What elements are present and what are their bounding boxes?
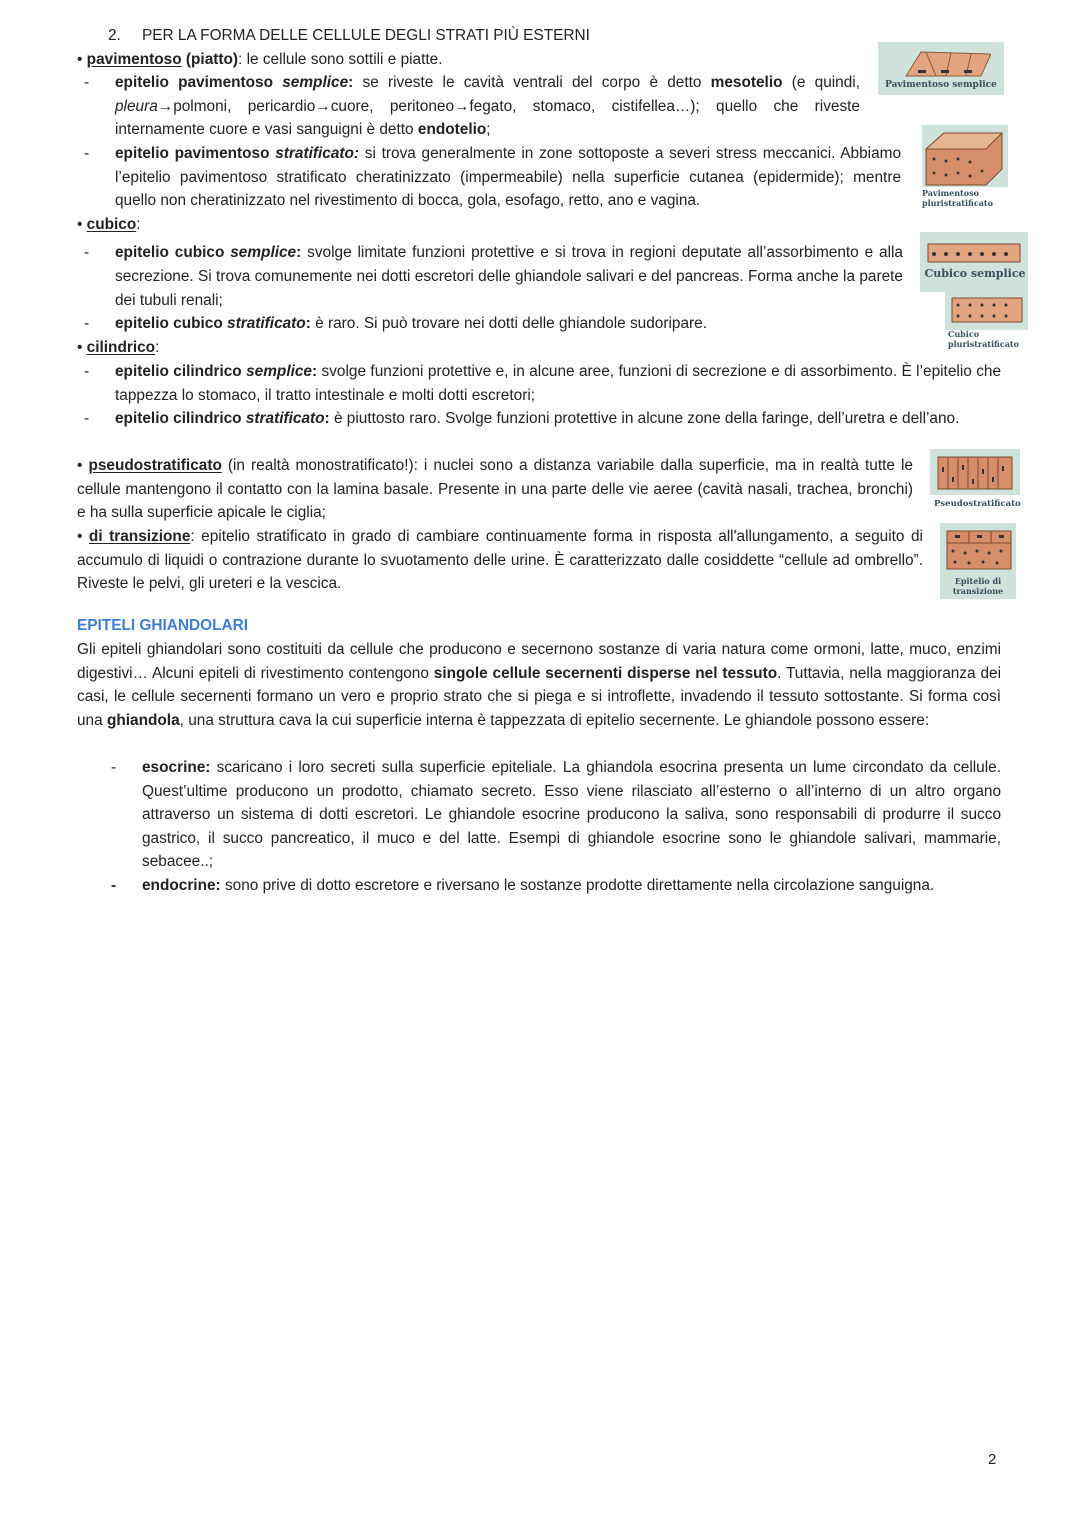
cuboidal-simple-illustration bbox=[926, 238, 1022, 264]
text-segment: se riveste le cavità ventrali del corpo è detto bbox=[353, 74, 711, 91]
text-segment: mesotelio bbox=[710, 74, 783, 91]
text-segment: epitelio cilindrico bbox=[115, 410, 246, 427]
text-segment: ; bbox=[486, 121, 491, 139]
bullet-pseudostratificato bbox=[77, 454, 913, 525]
dash: - bbox=[111, 877, 117, 894]
heading-number: 2. bbox=[108, 27, 121, 44]
text-segment: endotelio bbox=[417, 121, 487, 139]
text-segment: (in realtà monostratificato!): i nuclei sono a distanza variabile dalla superficie, ma in realtà tutte le cellule mantengono il contatto con la lamina basale. Presente in una parte delle vie aeree (cavità nasali, trachea, bronchi) e ha sulla superficie apicale le ciglia; bbox=[77, 457, 913, 522]
ghiandolari-intro bbox=[77, 638, 1001, 732]
figure-label: Cubico semplice bbox=[924, 267, 1026, 280]
dash: - bbox=[111, 759, 117, 776]
text-segment: →polmoni, pericardio→cuore, peritoneo→fegato, stomaco, cistifellea…); quello che riveste internamente cuore e vasi sanguigni è detto bbox=[115, 97, 860, 139]
item-cubico-semplice bbox=[115, 241, 903, 313]
text-segment: di transizione bbox=[88, 528, 191, 545]
text-segment: pavimentoso bbox=[86, 51, 182, 68]
pseudostratified-illustration bbox=[936, 453, 1014, 491]
text-segment: : bbox=[155, 339, 160, 356]
dash: - bbox=[84, 145, 90, 162]
figure-label-line: Pavimentoso bbox=[922, 188, 979, 198]
text-segment: Gli epiteli ghiandolari sono costituiti da cellule che producono e secernono sostanze di varia natura come ormoni, latte, muco, enzimi digestivi… Alcuni epiteli di rivestimento contengono bbox=[77, 641, 1001, 682]
text-segment: singole cellule secernenti disperse nel tessuto bbox=[433, 664, 778, 682]
text-segment: epitelio pavimentoso bbox=[115, 145, 276, 162]
text-segment: stratificato bbox=[227, 315, 306, 332]
dash: - bbox=[84, 410, 90, 427]
text-segment: svolge funzioni protettive e, in alcune aree, funzioni di secrezione e di assorbimento. È l’epitelio che tappezza lo stomaco, il tratto intestinale e molti dotti escretori; bbox=[115, 363, 1002, 404]
text-segment: • bbox=[77, 457, 89, 474]
item-pavimentoso-semplice bbox=[115, 71, 860, 142]
bullet-pavimentoso bbox=[77, 48, 867, 72]
text-segment: esocrine: bbox=[142, 759, 211, 776]
text-segment: scaricano i loro secreti sulla superficie epiteliale. La ghiandola esocrina presenta un lume circondato da cellule. Quest’ultime producono un prodotto, chiamato secreto. Esso viene rilasciato all’esterno o all’interno di un altro organo attraverso un sistema di dotti escretori. Le ghiandole esocrine producono la saliva, sono responsabili di produrre il succo gastrico, il succo pancreatico, il muco e del latte. Esempi di ghiandole esocrine sono le ghiandole salivari, mammarie, sebacee..; bbox=[142, 759, 1001, 871]
text-segment: sono prive di dotto escretore e riversano le sostanze prodotte direttamente nella circolazione sanguigna. bbox=[220, 877, 935, 894]
text-segment: : bbox=[136, 216, 141, 233]
text-segment: cilindrico bbox=[86, 339, 156, 356]
text-segment: endocrine: bbox=[142, 877, 221, 894]
item-cilindrico-stratificato bbox=[115, 407, 1001, 431]
figure-label: Pavimentoso semplice bbox=[885, 80, 997, 90]
item-endocrine bbox=[142, 874, 1001, 898]
text-segment: (e quindi, bbox=[782, 74, 860, 91]
dash: - bbox=[84, 74, 90, 91]
figure-label-line: transizione bbox=[952, 586, 1004, 596]
text-segment: semplice bbox=[246, 363, 312, 380]
figure-label-line: Cubico bbox=[948, 329, 980, 339]
figure-pseudostratificato bbox=[930, 449, 1020, 513]
text-segment: • bbox=[77, 51, 87, 68]
text-segment: • bbox=[77, 528, 89, 545]
text-segment: epitelio cubico bbox=[115, 244, 231, 261]
figure-cubico bbox=[920, 232, 1030, 354]
text-segment: si trova generalmente in zone sottoposte a severi stress meccanici. Abbiamo l’epitelio pavimentoso stratificato cheratinizzato (impermeabile) nella superficie cutanea (epidermide); mentre quello non cheratinizzato nel rivestimento di bocca, gola, esofago, retto, ano e vagina. bbox=[115, 145, 902, 210]
cuboidal-stratified-illustration bbox=[950, 294, 1024, 324]
text-segment: (piatto) bbox=[181, 51, 239, 68]
text-segment: cubico bbox=[86, 216, 137, 233]
text-segment: epitelio cilindrico bbox=[115, 363, 247, 380]
text-segment: • bbox=[77, 339, 87, 356]
text-segment: : bbox=[324, 410, 330, 427]
text-segment: : bbox=[305, 315, 311, 332]
text-segment: : le cellule sono sottili e piatte. bbox=[238, 51, 443, 68]
text-segment: • bbox=[77, 216, 87, 233]
figure-label-line: pluristratificato bbox=[922, 198, 993, 208]
ghiandolari-heading: EPITELI GHIANDOLARI bbox=[77, 617, 249, 634]
text-segment: svolge limitate funzioni protettive e si trova in regioni deputate all’assorbimento e alla secrezione. Si trova comunemente nei dotti escretori delle ghiandole salivari e del pancreas. Forma anche la parete dei tubuli renali; bbox=[115, 244, 903, 309]
text-segment: : bbox=[312, 363, 318, 380]
text-segment: è raro. Si può trovare nei dotti delle ghiandole sudoripare. bbox=[310, 315, 707, 332]
figure-label: Pseudostratificato bbox=[934, 499, 1021, 509]
text-segment: : bbox=[348, 74, 354, 91]
text-segment: ghiandola bbox=[106, 711, 180, 729]
text-segment: stratificato: bbox=[275, 145, 360, 162]
text-segment: semplice bbox=[282, 74, 349, 91]
dash: - bbox=[84, 363, 90, 380]
bullet-cilindrico bbox=[77, 336, 159, 360]
figure-label bbox=[948, 329, 1019, 349]
figure-di-transizione bbox=[940, 523, 1016, 599]
item-cubico-stratificato bbox=[115, 312, 905, 336]
heading-text: PER LA FORMA DELLE CELLULE DEGLI STRATI PIÙ ESTERNI bbox=[142, 27, 590, 44]
page-number: 2 bbox=[988, 1451, 997, 1468]
text-segment: . Tuttavia, nella maggioranza dei casi, le cellule secernenti formano un vero e proprio strato che si piega e si introflette, invadendo il tessuto sottostante. Si forma così una bbox=[77, 664, 1001, 729]
item-pavimentoso-stratificato bbox=[115, 142, 901, 213]
figure-label-line: pluristratificato bbox=[948, 339, 1019, 349]
text-segment: epitelio pavimentoso bbox=[115, 74, 283, 91]
stratified-squamous-illustration bbox=[924, 129, 1004, 187]
text-segment: stratificato bbox=[245, 410, 325, 427]
dash: - bbox=[84, 244, 90, 261]
figure-label bbox=[940, 576, 1016, 596]
text-segment: pleura bbox=[115, 97, 158, 115]
squamous-cells-illustration bbox=[896, 48, 991, 78]
text-segment: semplice bbox=[230, 244, 297, 261]
figure-pavimentoso-pluristratificato bbox=[922, 125, 1008, 210]
text-segment: pseudostratificato bbox=[88, 457, 222, 474]
text-segment: , una struttura cava la cui superficie interna è tappezzata di epitelio secernente. Le ghiandole possono essere: bbox=[179, 711, 930, 729]
transitional-illustration bbox=[945, 527, 1013, 571]
bullet-cubico bbox=[77, 213, 141, 237]
bullet-di-transizione bbox=[77, 525, 923, 596]
dash: - bbox=[84, 315, 90, 332]
text-segment: epitelio cubico bbox=[115, 315, 228, 332]
figure-label-line: Epitelio di bbox=[954, 576, 1002, 586]
item-esocrine bbox=[142, 756, 1001, 874]
text-segment: : epitelio stratificato in grado di cambiare continuamente forma in risposta all'allungamento, a seguito di accumulo di liquidi o contrazione durante lo svuotamento delle urine. È caratterizzato dalle cosiddette “cellule ad ombrello”. Riveste le pelvi, gli ureteri e la vescica. bbox=[77, 528, 923, 593]
figure-pavimentoso-semplice bbox=[878, 42, 1004, 95]
figure-label bbox=[922, 188, 993, 208]
text-segment: : bbox=[296, 244, 302, 261]
text-segment: è piuttosto raro. Svolge funzioni protettive in alcune zone della faringe, dell’uretra e dell’ano. bbox=[329, 410, 960, 427]
item-cilindrico-semplice bbox=[115, 360, 1001, 407]
